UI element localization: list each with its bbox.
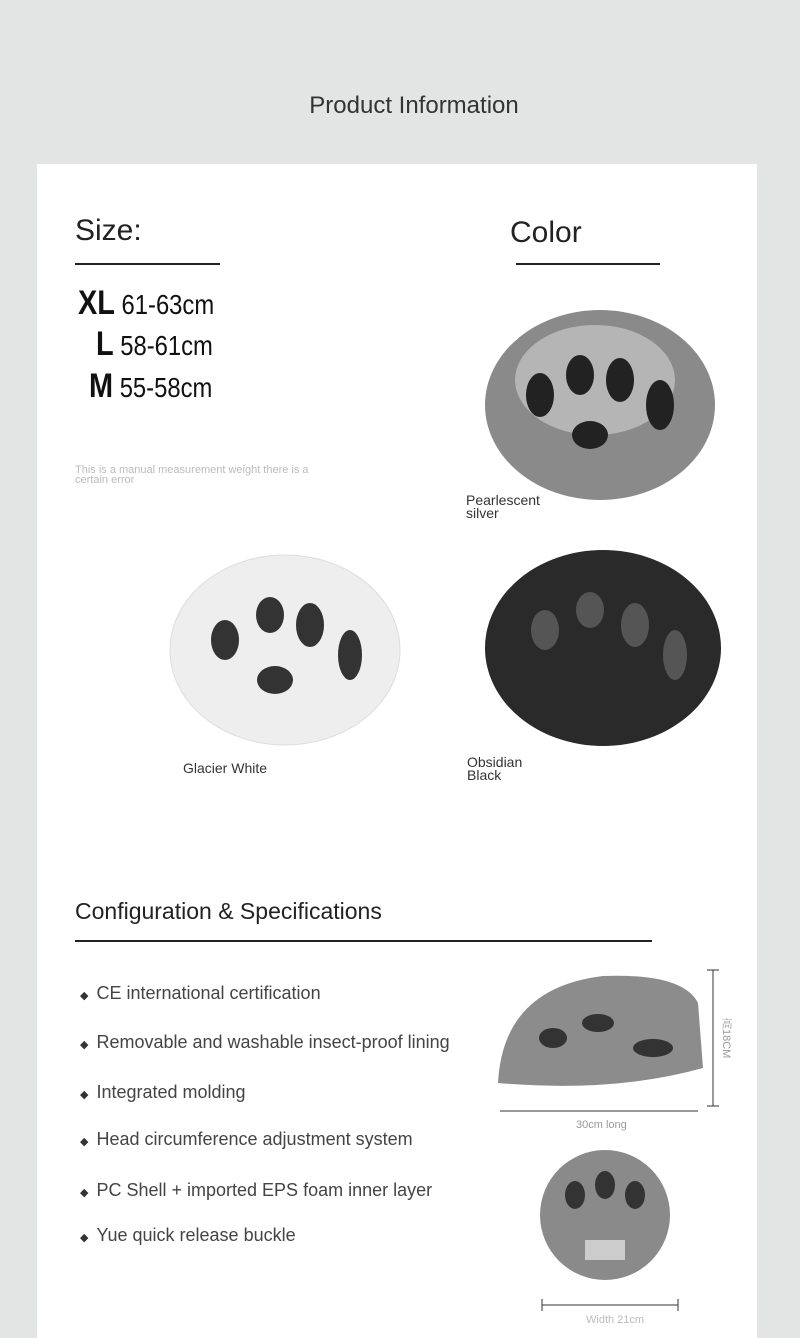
spec-text: PC Shell + imported EPS foam inner layer [96,1180,433,1200]
spec-text: Yue quick release buckle [96,1225,296,1245]
diamond-bullet-icon: ◆ [80,990,89,1002]
size-heading: Size: [75,214,142,247]
diamond-bullet-icon: ◆ [80,1039,89,1051]
spec-text: Integrated molding [96,1082,246,1102]
measurement-note: This is a manual measurement weight there is a certain error [75,464,309,486]
spec-text: Removable and washable insect-proof lining [96,1032,450,1052]
size-range: 55-58cm [119,372,213,403]
spec-item [80,1225,296,1246]
diamond-bullet-icon: ◆ [80,1232,89,1244]
black-helmet-image [475,530,730,755]
size-row-m [89,367,212,406]
size-label: L [96,325,114,363]
spec-item [80,1082,246,1103]
divider [75,940,652,942]
specs-heading: Configuration & Specifications [75,898,382,924]
white-helmet-image [160,535,410,750]
size-range: 61-63cm [121,289,215,320]
color-caption-silver: Pearlescent silver [466,492,540,521]
spec-item [80,983,321,1004]
spec-item [80,1129,413,1150]
diamond-bullet-icon: ◆ [80,1136,89,1148]
color-caption-white: Glacier White [183,760,268,776]
spec-text: Head circumference adjustment system [96,1129,413,1149]
height-label: 高18CM [720,1018,732,1059]
size-label: M [89,367,114,405]
spec-text: CE international certification [96,983,321,1003]
divider [75,263,220,265]
color-heading: Color [510,216,582,249]
diamond-bullet-icon: ◆ [80,1187,89,1199]
diamond-bullet-icon: ◆ [80,1089,89,1101]
side-view-helmet-image [493,968,723,1113]
front-view-helmet-image [530,1145,690,1315]
spec-item [80,1032,450,1053]
divider [516,263,660,265]
width-label: Width 21cm [586,1314,645,1326]
size-label: XL [78,284,115,322]
page-title: Product Information [309,92,519,119]
silver-helmet-image [470,285,730,505]
spec-item [80,1180,432,1201]
size-range: 58-61cm [120,330,213,361]
color-caption-black: Obsidian Black [467,754,523,783]
size-row-l [96,325,213,364]
length-label: 30cm long [576,1119,627,1131]
size-row-xl [78,284,214,323]
